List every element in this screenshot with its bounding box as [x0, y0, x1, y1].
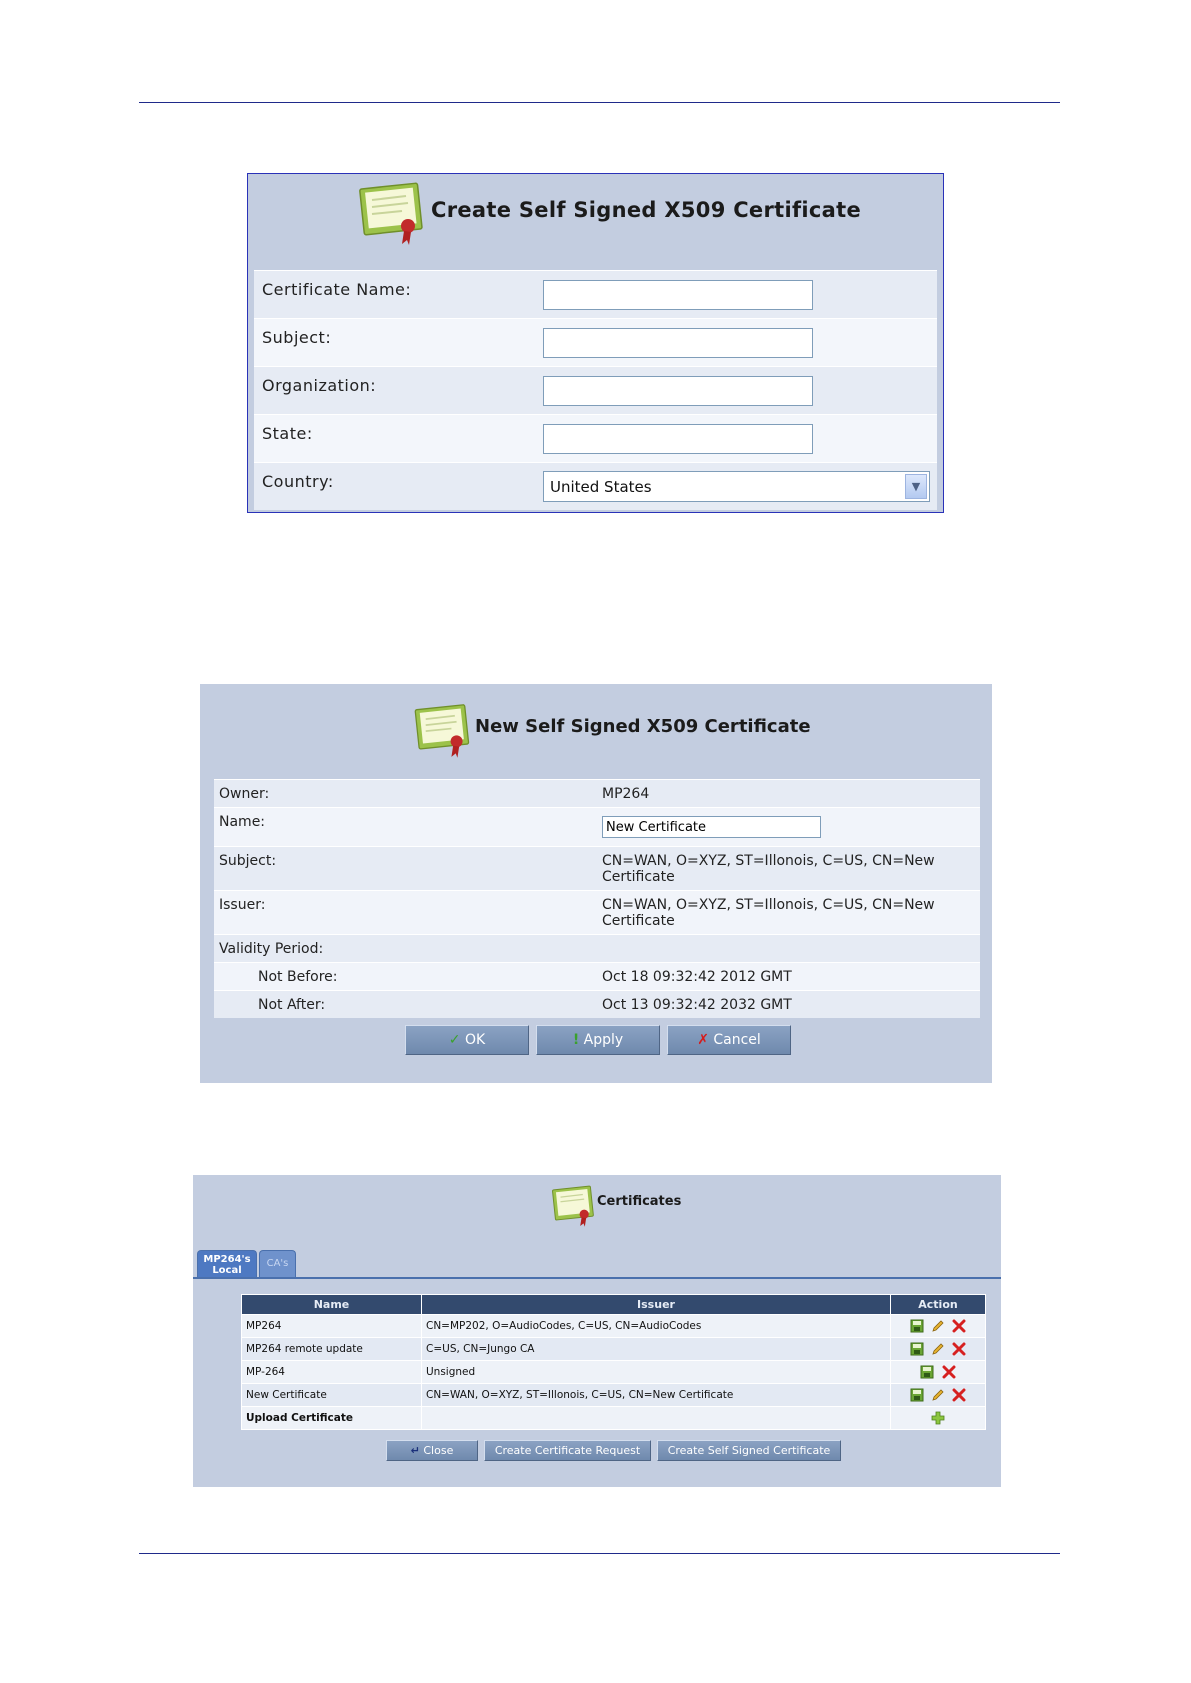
form-row-subject [254, 318, 937, 366]
create-certificate-request-button[interactable]: Create Certificate Request [484, 1440, 651, 1461]
bottom-rule [139, 1553, 1060, 1554]
issuer-label: Issuer: [219, 897, 266, 913]
not-before-label: Not Before: [258, 969, 338, 985]
name-row [214, 807, 980, 846]
table-row [242, 1315, 986, 1338]
tab-local[interactable]: MP264's Local [197, 1250, 257, 1277]
panel-title: Create Self Signed X509 Certificate [431, 198, 861, 222]
apply-label: Apply [583, 1032, 624, 1048]
cell-actions [891, 1407, 986, 1430]
state-label: State: [262, 424, 313, 443]
enter-arrow-icon: ↵ [410, 1444, 420, 1457]
certificate-icon [356, 180, 426, 250]
close-button[interactable] [386, 1440, 478, 1461]
certificate-name-input[interactable] [543, 280, 813, 310]
not-after-value: Oct 13 09:32:42 2032 GMT [602, 997, 792, 1013]
edit-icon[interactable] [931, 1319, 945, 1333]
edit-icon[interactable] [931, 1342, 945, 1356]
subject-value: CN=WAN, O=XYZ, ST=Illonois, C=US, CN=New Certificate [602, 853, 935, 885]
certificate-form [254, 270, 937, 510]
certificates-table [241, 1294, 986, 1430]
top-rule [139, 102, 1060, 103]
cell-name: MP264 remote update [242, 1338, 422, 1361]
certificate-icon [550, 1184, 596, 1230]
subject-input[interactable] [543, 328, 813, 358]
delete-icon[interactable] [942, 1365, 956, 1379]
create-self-signed-certificate-button[interactable]: Create Self Signed Certificate [657, 1440, 841, 1461]
organization-input[interactable] [543, 376, 813, 406]
cell-issuer: Unsigned [422, 1361, 891, 1384]
subject-label: Subject: [262, 328, 332, 347]
upload-certificate-link[interactable]: Upload Certificate [242, 1407, 422, 1430]
apply-icon: ! [572, 1032, 580, 1048]
column-header-action: Action [891, 1295, 986, 1315]
not-after-label: Not After: [258, 997, 326, 1013]
panel-title: Certificates [597, 1194, 682, 1209]
save-icon[interactable] [910, 1388, 924, 1402]
cell-issuer: CN=WAN, O=XYZ, ST=Illonois, C=US, CN=New Certificate [422, 1384, 891, 1407]
dropdown-arrow-icon[interactable]: ▼ [905, 474, 927, 499]
add-icon[interactable] [931, 1411, 945, 1425]
subject-row [214, 846, 980, 890]
not-after-row [214, 990, 980, 1018]
owner-label: Owner: [219, 786, 270, 802]
table-row [242, 1384, 986, 1407]
cell-actions [891, 1361, 986, 1384]
delete-icon[interactable] [952, 1319, 966, 1333]
owner-value: MP264 [602, 786, 650, 802]
edit-icon[interactable] [931, 1388, 945, 1402]
delete-icon[interactable] [952, 1342, 966, 1356]
country-select[interactable] [543, 471, 930, 502]
table-header-row [242, 1295, 986, 1315]
cell-actions [891, 1338, 986, 1361]
upload-certificate-row [242, 1407, 986, 1430]
check-icon: ✓ [448, 1032, 461, 1048]
close-label: Close [423, 1444, 454, 1457]
cancel-button[interactable] [667, 1025, 791, 1055]
form-row-organization [254, 366, 937, 414]
new-self-signed-certificate-panel [200, 684, 992, 1083]
validity-period-label: Validity Period: [219, 941, 324, 957]
panel-title: New Self Signed X509 Certificate [475, 716, 811, 737]
cell-actions [891, 1315, 986, 1338]
cancel-label: Cancel [713, 1032, 761, 1048]
create-self-signed-certificate-panel [247, 173, 944, 513]
not-before-value: Oct 18 09:32:42 2012 GMT [602, 969, 792, 985]
cell-name: MP264 [242, 1315, 422, 1338]
table-row [242, 1361, 986, 1384]
certificate-icon [412, 702, 472, 762]
ok-label: OK [464, 1032, 486, 1048]
certificate-details [214, 779, 980, 1018]
cell-name: New Certificate [242, 1384, 422, 1407]
tab-cas[interactable]: CA's [259, 1250, 296, 1277]
issuer-value: CN=WAN, O=XYZ, ST=Illonois, C=US, CN=New Certificate [602, 897, 935, 929]
cell-issuer: C=US, CN=Jungo CA [422, 1338, 891, 1361]
cell-empty [422, 1407, 891, 1430]
certificates-panel [193, 1175, 1001, 1487]
table-row [242, 1338, 986, 1361]
column-header-issuer: Issuer [422, 1295, 891, 1315]
ok-button[interactable] [405, 1025, 529, 1055]
issuer-row [214, 890, 980, 934]
cancel-x-icon: ✗ [697, 1032, 709, 1048]
column-header-name: Name [242, 1295, 422, 1315]
tab-underline [193, 1277, 1001, 1279]
state-input[interactable] [543, 424, 813, 454]
save-icon[interactable] [910, 1342, 924, 1356]
country-label: Country: [262, 472, 334, 491]
form-row-country [254, 462, 937, 510]
form-row-certificate-name [254, 270, 937, 318]
cell-name: MP-264 [242, 1361, 422, 1384]
apply-button[interactable] [536, 1025, 660, 1055]
save-icon[interactable] [920, 1365, 934, 1379]
country-selected-value: United States [550, 478, 652, 496]
not-before-row [214, 962, 980, 990]
certificate-name-label: Certificate Name: [262, 280, 412, 299]
panel-header [248, 174, 943, 270]
form-row-state [254, 414, 937, 462]
cell-issuer: CN=MP202, O=AudioCodes, C=US, CN=AudioCodes [422, 1315, 891, 1338]
certificate-name-input[interactable] [602, 816, 821, 838]
organization-label: Organization: [262, 376, 377, 395]
name-label: Name: [219, 814, 266, 830]
cell-actions [891, 1384, 986, 1407]
owner-row [214, 779, 980, 807]
subject-label: Subject: [219, 853, 277, 869]
validity-period-row [214, 934, 980, 962]
delete-icon[interactable] [952, 1388, 966, 1402]
save-icon[interactable] [910, 1319, 924, 1333]
